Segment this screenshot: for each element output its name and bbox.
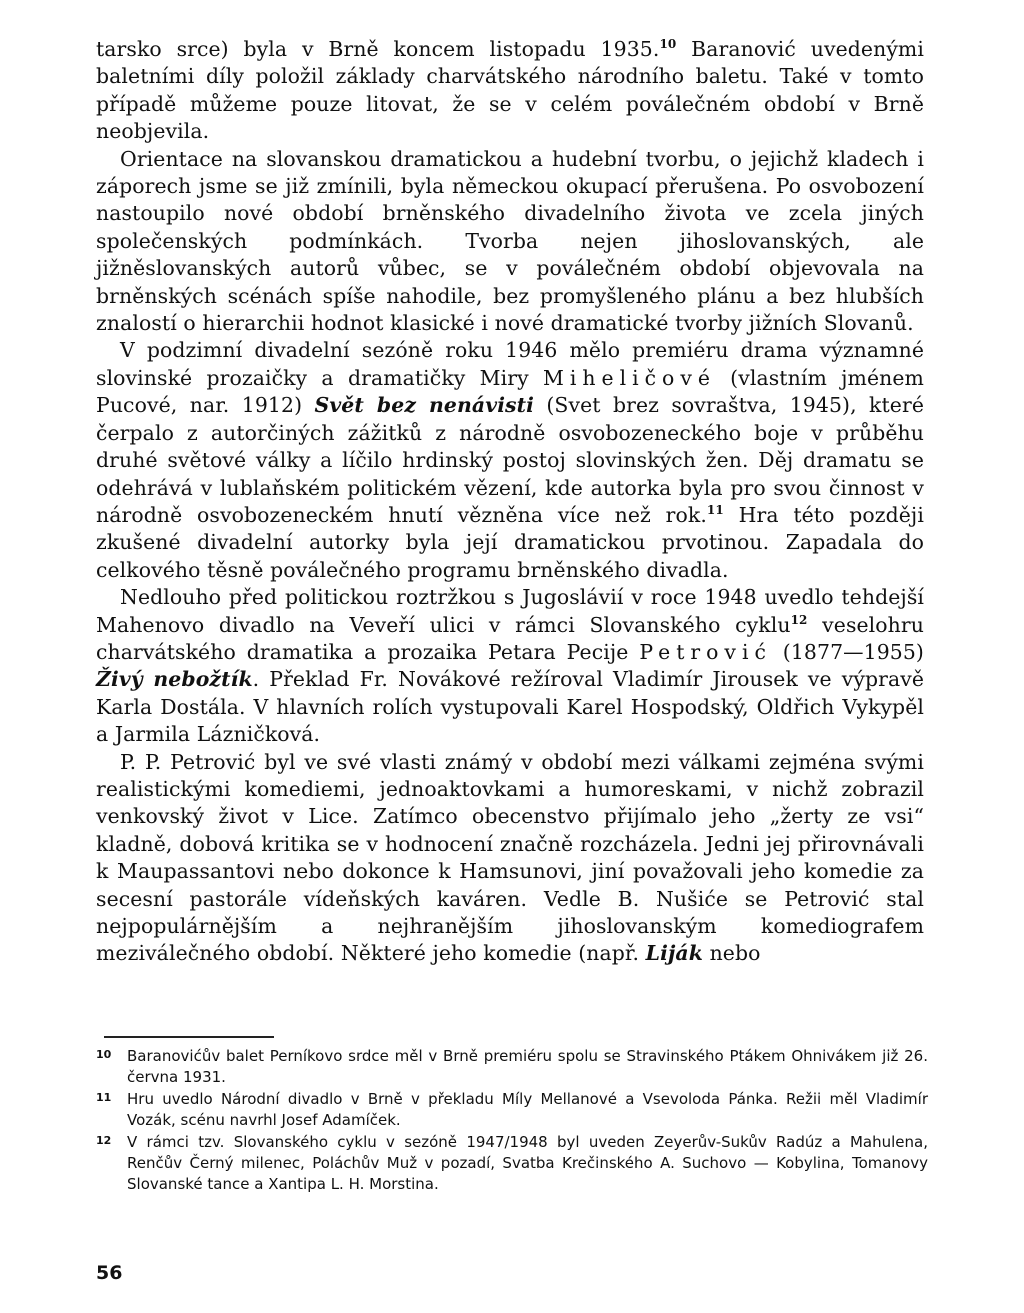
- footnotes: [96, 1046, 928, 1196]
- footnote-12: [96, 1132, 928, 1196]
- paragraph-text: Hra této později zkušené divadelní autorky byla její dramatickou prvotinou. Zapadala do celkového těsně poválečného programu brněnského divadla.: [96, 502, 924, 582]
- footnote-11: [96, 1089, 928, 1132]
- paragraph-5: [96, 749, 924, 968]
- paragraph-text: (1877—1955): [771, 639, 924, 664]
- work-title: Svět bez nenávisti: [314, 393, 534, 418]
- paragraph-4: [96, 584, 924, 748]
- main-text: [96, 36, 924, 968]
- footnote-text: Baranovićův balet Perníkovo srdce měl v Brně premiéru spolu se Stravinského Ptákem Ohnivákem již 26. června 1931.: [127, 1047, 928, 1087]
- work-title: Liják: [645, 941, 703, 966]
- paragraph-text: nebo: [702, 941, 761, 966]
- paragraph-3: [96, 337, 924, 584]
- paragraph-text: P. P. Petrović byl ve své vlasti známý v období mezi válkami zejména svými realistickými komediemi, jednoaktovkami a humoreskami, v nichž zobrazil venkovský život v Lice. Zatímco obecenstvo přijímalo jeho „žerty ze vsi“ kladně, dobová kritika se v hodnocení značně rozcházela. Jedni jej přirovnávali k Maupassantovi nebo dokonce k Hamsunovi, jiní považovali jeho komedie za secesní pastorále vídeňských kaváren. Vedle B. Nušiće se Petrović stal nejpopulárnějším a nejhranějším jihoslovanským komediografem meziválečného období. Některé jeho komedie (např.: [96, 749, 924, 966]
- paragraph-1: [96, 36, 924, 146]
- paragraph-text: Baranović uvedenými baletními díly položil základy charvátského národního baletu. Také v tomto případě můžeme pouze litovat, že se v celém poválečném období v Brně neobjevila.: [96, 37, 924, 144]
- footnote-number: 12: [96, 1133, 112, 1147]
- footnote-number: 11: [96, 1090, 112, 1104]
- paragraph-2: [96, 146, 924, 338]
- work-title: Živý nebožtík: [96, 667, 253, 692]
- footnote-ref-10: 10: [659, 37, 677, 52]
- footnote-divider: [104, 1036, 274, 1038]
- footnote-text: V rámci tzv. Slovanského cyklu v sezóně 1947/1948 byl uveden Zeyerův-Sukův Radúz a Mahulena, Renčův Černý milenec, Poláchův Muž v pozadí, Svatba Krečinského A. Suchovo — Kobylina, Tomanovy Slovanské tance a Xantipa L. H. Morstina.: [127, 1132, 928, 1194]
- author-name-spaced: Petrović: [639, 639, 772, 664]
- author-name-spaced: Miheličové: [542, 365, 716, 390]
- paragraph-text: V podzimní divadelní sezóně roku 1946 mělo premiéru drama významné slovinské prozaičky a dramatičky Miry: [96, 338, 924, 390]
- footnote-ref-11: 11: [706, 503, 724, 518]
- footnote-ref-12: 12: [790, 612, 808, 627]
- footnote-text: Hru uvedlo Národní divadlo v Brně v překladu Míly Mellanové a Vsevoloda Pánka. Režii měl Vladimír Vozák, scénu navrhl Josef Adamíček.: [127, 1089, 928, 1130]
- paragraph-text: Orientace na slovanskou dramatickou a hudební tvorbu, o jejichž kladech i záporech jsme se již zmínili, byla německou okupací přerušena. Po osvobození nastoupilo nové období brněnského divadelního života ve zcela jiných společenských podmínkách. Tvorba nejen jihoslovanských, ale jižněslovanských autorů vůbec, se v poválečném období objevovala na brněnských scénách spíše nahodile, bez promyšleného plánu a bez hlubších znalostí o hierarchii hodnot klasické i nové dramatické tvorby jižních Slovanů.: [96, 146, 924, 336]
- paragraph-text: (Svet brez sovraštva, 1945), které čerpalo z autorčiných zážitků z národně osvobozeneckého boje v průběhu druhé světové války a líčilo hrdinský postoj slovinských žen. Děj dramatu se odehrává v lublaňském politickém vězení, kde autorka byla pro svou činnost v národně osvobozeneckém hnutí vězněna více než rok.: [96, 393, 924, 527]
- paragraph-text: Nedlouho před politickou roztržkou s Jugoslávií v roce 1948 uvedlo tehdejší Mahenovo divadlo na Veveří ulici v rámci Slovanského cyklu: [96, 585, 924, 637]
- paragraph-text: (vlastním jménem Pucové, nar. 1912): [96, 365, 924, 418]
- footnote-number: 10: [96, 1048, 112, 1061]
- page-number: 56: [96, 1262, 123, 1284]
- paragraph-text: tarsko srce) byla v Brně koncem listopadu 1935.: [96, 37, 660, 61]
- paragraph-text: . Překlad Fr. Novákové režíroval Vladimír Jirousek ve výpravě Karla Dostála. V hlavních rolích vystupovali Karel Hospodský, Oldřich Vykypěl a Jarmila Lázničková.: [96, 667, 924, 747]
- paragraph-text: veselohru charvátského dramatika a prozaika Petara Pecije: [96, 612, 924, 664]
- footnote-10: [96, 1046, 928, 1089]
